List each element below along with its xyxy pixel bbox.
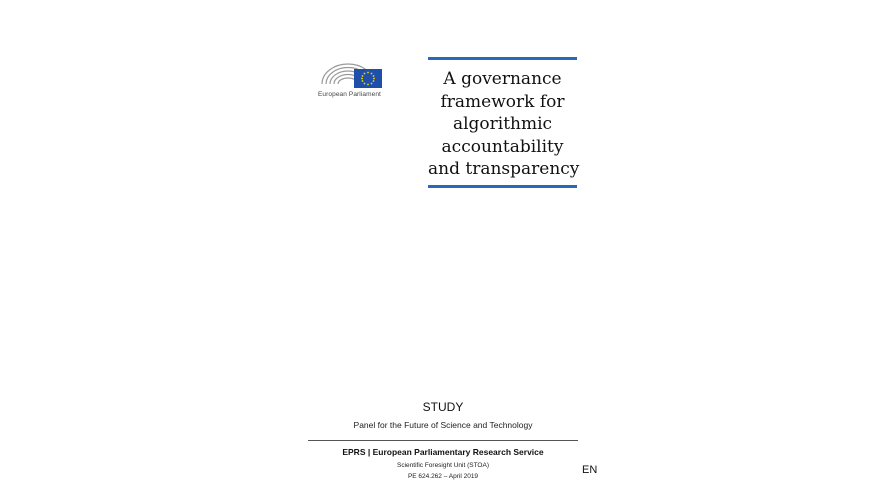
title-line: algorithmic: [452, 114, 553, 134]
footer-divider: [308, 440, 578, 441]
research-service: EPRS | European Parliamentary Research Service: [342, 447, 544, 457]
parliament-hemicycle-icon: [318, 57, 386, 89]
title-line: and transparency: [428, 159, 580, 179]
panel-name: Panel for the Future of Science and Technology: [353, 420, 533, 430]
logo-label: European Parliament: [318, 91, 381, 98]
european-parliament-logo: [318, 57, 386, 103]
title-line: A governance: [443, 69, 562, 89]
title-line: framework for: [440, 91, 565, 112]
document-reference: PE 624.262 – April 2019: [407, 473, 479, 480]
title-top-rule: [428, 57, 577, 60]
title-line: accountability: [441, 136, 564, 157]
unit-name: Scientific Foresight Unit (STOA): [397, 462, 489, 469]
title-bottom-rule: [428, 185, 577, 188]
document-type: STUDY: [422, 400, 464, 414]
document-title: [428, 68, 580, 181]
language-code: EN: [582, 464, 598, 476]
